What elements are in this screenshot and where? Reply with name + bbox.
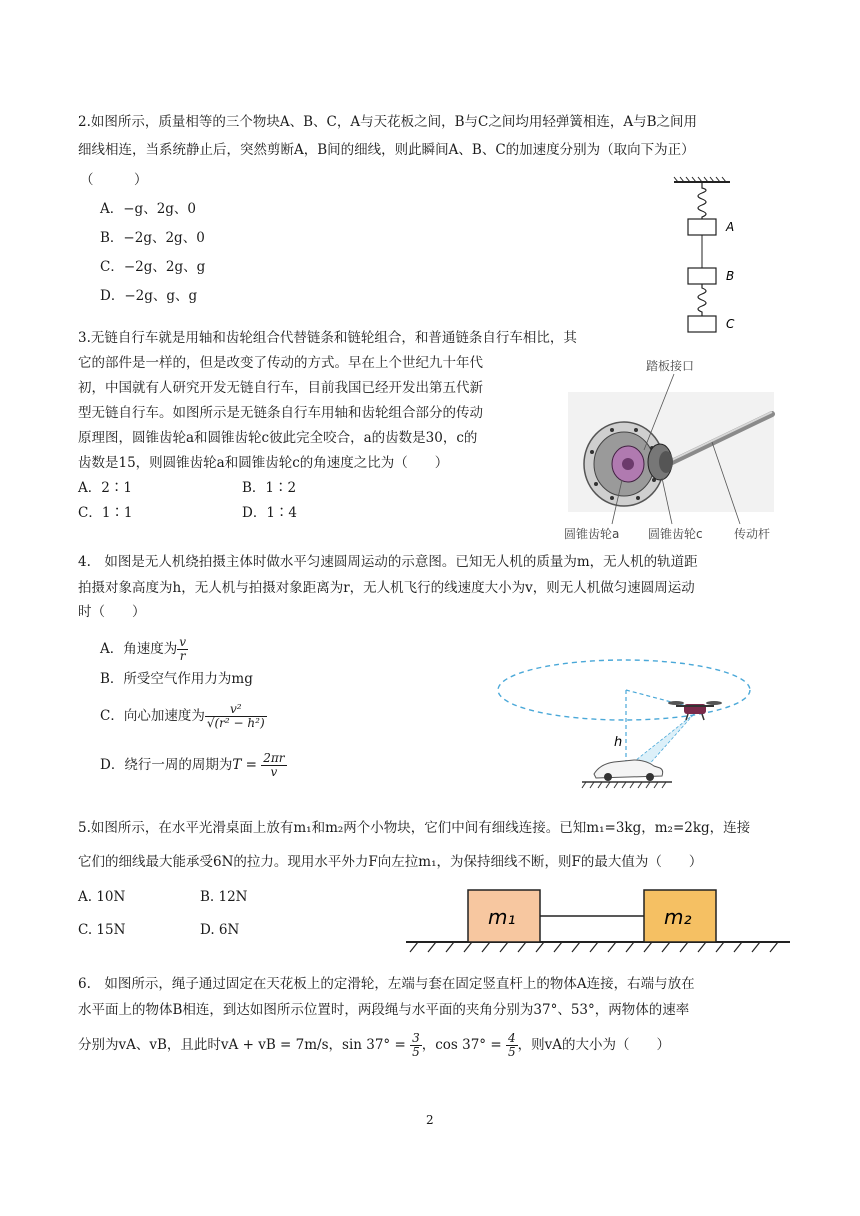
q2-option-d: D．−2g、g、g xyxy=(100,288,198,304)
label-gear-c: 圆锥齿轮c xyxy=(648,527,703,541)
q4-stem-line1: 4. 如图是无人机绕拍摄主体时做水平匀速圆周运动的示意图。已知无人机的质量为m，无人机的轨道距 xyxy=(78,554,698,570)
q6-sin-fraction xyxy=(410,1032,422,1059)
q2-option-a: A．−g、2g、0 xyxy=(100,201,197,217)
q3-option-b: B．1∶2 xyxy=(242,480,297,496)
q4-option-a-fraction xyxy=(177,636,188,663)
q6-cos-label: ，cos 37° = xyxy=(421,1037,506,1053)
q4-option-c-fraction xyxy=(205,703,267,730)
car-icon xyxy=(594,760,663,781)
label-h: h xyxy=(614,735,623,750)
q5-stem-line1: 5.如图所示，在水平光滑桌面上放有m₁和m₂两个小物块，它们中间有细线连接。已知m₁=3kg，m₂=2kg，连接 xyxy=(78,820,751,836)
block-b xyxy=(688,268,716,284)
q6-stem-line1: 6. 如图所示，绳子通过固定在天花板上的定滑轮，左端与套在固定竖直杆上的物体A连接，右端与放在 xyxy=(78,976,695,992)
block-a xyxy=(688,219,716,235)
q4-option-c xyxy=(100,703,267,730)
orbit xyxy=(498,660,750,720)
block-c xyxy=(688,316,716,332)
q3-stem-line6: 齿数是15，则圆锥齿轮a和圆锥齿轮c的角速度之比为（ ） xyxy=(78,455,449,471)
q6-sin-label: sin 37° = xyxy=(342,1037,411,1053)
q3-option-d: D．1∶4 xyxy=(242,505,298,521)
q4-a-denominator: r xyxy=(179,649,186,663)
q4-d-numerator: 2πr xyxy=(263,751,285,765)
q4-option-d-fraction xyxy=(261,752,286,779)
q6-stem-line3 xyxy=(78,1032,670,1059)
q5-option-a: A. 10N xyxy=(78,889,126,905)
q3-stem-line5: 原理图，圆锥齿轮a和圆锥齿轮c彼此完全咬合，a的齿数是30，c的 xyxy=(78,430,478,446)
q3-stem-line3: 初，中国就有人研究开发无链自行车，目前我国已经开发出第五代新 xyxy=(78,380,483,396)
q5-option-c: C. 15N xyxy=(78,922,126,938)
q2-option-c: C．−2g、2g、g xyxy=(100,259,206,275)
label-m1: m₁ xyxy=(488,905,516,929)
label-a: A xyxy=(726,220,735,234)
label-m2: m₂ xyxy=(664,905,692,929)
q3-option-c: C．1∶1 xyxy=(78,505,133,521)
q5-option-b: B. 12N xyxy=(200,889,248,905)
q2-option-b: B．−2g、2g、0 xyxy=(100,230,205,246)
q6-velocity-text: 分别为vA、vB，且此时vA + vB = 7m/s， xyxy=(78,1037,343,1053)
q4-d-symbol: T = xyxy=(232,757,262,773)
spring-top xyxy=(698,182,706,219)
q2-stem-line1: 2.如图所示，质量相等的三个物块A、B、C，A与天花板之间，B与C之间均用轻弹簧相连，A与B之间用 xyxy=(78,114,698,130)
q3-gear-figure xyxy=(562,352,782,544)
q4-a-numerator: v xyxy=(179,635,187,649)
q6-sin-denominator: 5 xyxy=(412,1045,420,1059)
q4-c-numerator: v² xyxy=(205,703,267,717)
label-c: C xyxy=(726,317,735,331)
q4-d-denominator: v xyxy=(270,765,278,779)
label-b: B xyxy=(726,269,735,283)
q4-option-a xyxy=(100,636,188,663)
q6-cos-numerator: 4 xyxy=(507,1031,516,1045)
q3-stem-line4: 型无链自行车。如图所示是无链条自行车用轴和齿轮组合部分的传动 xyxy=(78,405,483,421)
q3-stem-line1: 3.无链自行车就是用轴和齿轮组合代替链条和链轮组合，和普通链条自行车相比，其 xyxy=(78,330,577,346)
q2-bracket: （ ） xyxy=(80,172,148,188)
q2-stem-line2: 细线相连，当系统静止后，突然剪断A，B间的细线，则此瞬间A、B、C的加速度分别为（取向下为正） xyxy=(78,142,695,158)
q6-cos-denominator: 5 xyxy=(507,1045,516,1059)
q6-stem-line2: 水平面上的物体B相连，到达如图所示位置时，两段绳与水平面的夹角分别为37°、53°，两物体的速率 xyxy=(78,1002,690,1018)
q4-option-b: B．所受空气作用力为mg xyxy=(100,671,253,687)
q6-sin-numerator: 3 xyxy=(412,1031,420,1045)
page-number: 2 xyxy=(426,1113,434,1127)
q3-stem-line2: 它的部件是一样的，但是改变了传动的方式。早在上个世纪九十年代 xyxy=(78,355,483,371)
q6-tail-text: ，则vA的大小为（ ） xyxy=(517,1037,670,1053)
q6-cos-fraction xyxy=(506,1032,518,1059)
q4-option-d-text: D．绕行一周的周期为 xyxy=(100,757,233,773)
label-shaft: 传动杆 xyxy=(734,527,771,541)
label-pedal: 踏板接口 xyxy=(646,359,695,373)
q5-blocks-figure xyxy=(406,886,790,958)
q4-drone-figure xyxy=(496,656,758,792)
q4-stem-line3: 时（ ） xyxy=(78,604,146,620)
q4-option-a-text: A．角速度为 xyxy=(100,641,178,657)
q4-option-d xyxy=(100,752,287,779)
q3-option-a: A．2∶1 xyxy=(78,480,132,496)
q4-c-denominator: √(r² − h²) xyxy=(206,716,265,730)
q4-stem-line2: 拍摄对象高度为h，无人机与拍摄对象距离为r，无人机飞行的线速度大小为v，则无人机做匀速圆周运动 xyxy=(78,580,695,596)
spring-bottom xyxy=(698,284,706,316)
label-gear-a: 圆锥齿轮a xyxy=(564,527,620,541)
q5-stem-line2: 它们的细线最大能承受6N的拉力。现用水平外力F向左拉m₁，为保持细线不断，则F的最大值为（ ） xyxy=(78,854,703,870)
q5-option-d: D. 6N xyxy=(200,922,240,938)
q4-option-c-text: C．向心加速度为 xyxy=(100,708,205,724)
q2-spring-figure xyxy=(664,176,754,336)
